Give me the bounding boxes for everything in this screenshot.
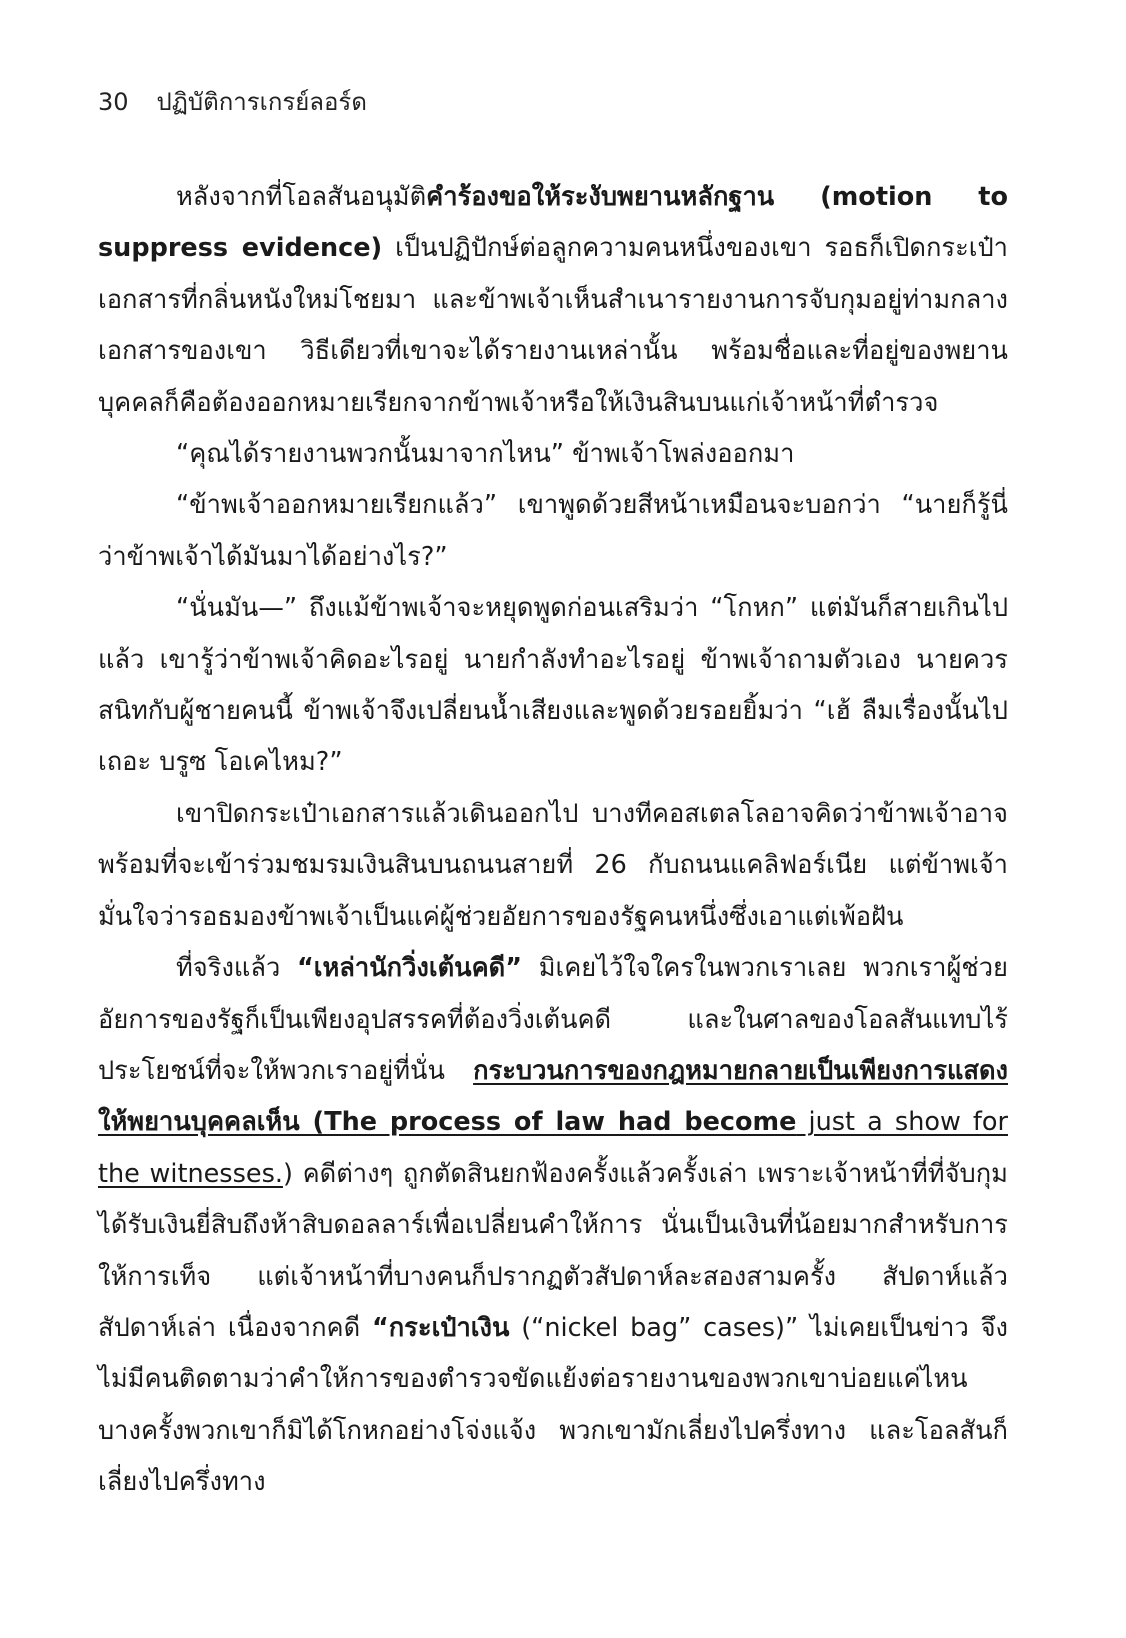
paragraph-3: “ข้าพเจ้าออกหมายเรียกแล้ว” เขาพูดด้วยสีหน้าเหมือนจะบอกว่า “นายก็รู้นี่ว่าข้าพเจ้าได้มันมาได้อย่างไร?” xyxy=(98,490,1008,572)
bold-underlined-quote: กระบวนการของกฎหมายกลายเป็นเพียงการแสดงให้พยานบุคคลเห็น (The process of law had become xyxy=(98,1055,1008,1138)
bold-term: “กระเป๋าเงิน xyxy=(371,1312,510,1343)
text-run: หลังจากที่โอลสันอนุมัติ xyxy=(176,182,427,212)
paragraph-2: “คุณได้รายงานพวกนั้นมาจากไหน” ข้าพเจ้าโพล่งออกมา xyxy=(176,439,795,470)
body-text xyxy=(98,172,1008,1509)
bold-term: คำร้องขอให้ระงับพยานหลักฐาน (motion to suppress evidence) xyxy=(98,182,1008,264)
text-run: ที่จริงแล้ว xyxy=(176,953,298,984)
text-run: ) คดีต่างๆ ถูกตัดสินยกฟ้องครั้งแล้วครั้งเล่า เพราะเจ้าหน้าที่ที่จับกุมได้รับเงินยี่สิบถึงห้าสิบดอลลาร์เพื่อเปลี่ยนคำให้การ นั่นเป็นเงินที่น้อยมากสำหรับการให้การเท็จ แต่เจ้าหน้าที่บางคนก็ปรากฏตัวสัปดาห์ละสองสามครั้ง สัปดาห์แล้วสัปดาห์เล่า เนื่องจากคดี xyxy=(98,1158,1008,1343)
paragraph-5: เขาปิดกระเป๋าเอกสารแล้วเดินออกไป บางทีคอสเตลโลอาจคิดว่าข้าพเจ้าอาจพร้อมที่จะเข้าร่วมชมรมเงินสินบนถนนสายที่ 26 กับถนนแคลิฟอร์เนีย แต่ข้าพเจ้ามั่นใจว่ารอธมองข้าพเจ้าเป็นแค่ผู้ช่วยอัยการของรัฐคนหนึ่งซึ่งเอาแต่เพ้อฝัน xyxy=(98,798,1008,932)
text-run: มิเคยไว้ใจใครในพวกเราเลย พวกเราผู้ช่วยอัยการของรัฐก็เป็นเพียงอุปสรรคที่ต้องวิ่งเต้นคดี และในศาลของโอลสันแทบไร้ประโยชน์ที่จะให้พวกเราอยู่ที่นั่น xyxy=(98,953,1008,1086)
book-title: ปฏิบัติการเกรย์ลอร์ด xyxy=(156,88,367,116)
paragraph-4: “นั่นมัน—” ถึงแม้ข้าพเจ้าจะหยุดพูดก่อนเสริมว่า “โกหก” แต่มันก็สายเกินไปแล้ว เขารู้ว่าข้าพเจ้าคิดอะไรอยู่ นายกำลังทำอะไรอยู่ ข้าพเจ้าถามตัวเอง นายควรสนิทกับผู้ชายคนนี้ ข้าพเจ้าจึงเปลี่ยนน้ำเสียงและพูดด้วยรอยยิ้มว่า “เฮ้ ลืมเรื่องนั้นไปเถอะ บรูซ โอเคไหม?” xyxy=(98,593,1008,778)
paragraph-6 xyxy=(98,943,1008,1508)
underlined-quote: just a show for the witnesses. xyxy=(98,1107,1008,1189)
page-number: 30 xyxy=(98,88,129,116)
paragraph-1 xyxy=(98,172,1008,429)
running-header xyxy=(98,84,367,120)
text-run: เป็นปฏิปักษ์ต่อลูกความคนหนึ่งของเขา รอธก็เปิดกระเป๋าเอกสารที่กลิ่นหนังใหม่โชยมา และข้าพเจ้าเห็นสำเนารายงานการจับกุมอยู่ท่ามกลางเอกสารของเขา วิธีเดียวที่เขาจะได้รายงานเหล่านั้น พร้อมชื่อและที่อยู่ของพยานบุคคลก็คือต้องออกหมายเรียกจากข้าพเจ้าหรือให้เงินสินบนแก่เจ้าหน้าที่ตำรวจ xyxy=(98,233,1009,418)
text-run: (“nickel bag” cases)” ไม่เคยเป็นข่าว จึงไม่มีคนติดตามว่าคำให้การของตำรวจขัดแย้งต่อรายงานของพวกเขาบ่อยแค่ไหน บางครั้งพวกเขาก็มิได้โกหกอย่างโจ่งแจ้ง พวกเขามักเลี่ยงไปครึ่งทาง และโอลสันก็เลี่ยงไปครึ่งทาง xyxy=(98,1312,1008,1498)
bold-term: “เหล่านักวิ่งเต้นคดี” xyxy=(297,953,522,984)
